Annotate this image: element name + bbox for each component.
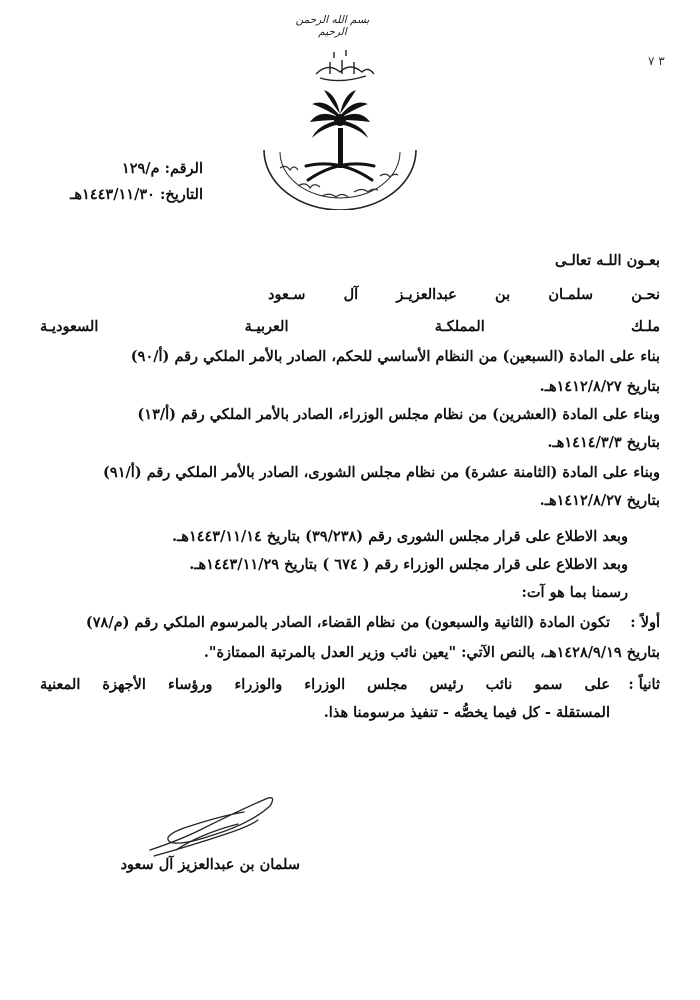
basmala: بسم الله الرحمن الرحيم (295, 14, 370, 38)
preamble-council-ministers-line1: وبناء على المادة (العشرين) من نظام مجلس الوزراء، الصادر بالأمر الملكي رقم (أ/١٣) (137, 406, 660, 423)
saudi-emblem-seal-icon (250, 40, 430, 210)
reference-date: التاريخ: ١٤٤٣/١١/٣٠هـ (70, 186, 203, 203)
preamble-basic-law-line1: بناء على المادة (السبعين) من النظام الأساسي للحكم، الصادر بالأمر الملكي رقم (أ/٩٠) (130, 348, 660, 365)
corner-mark: ٣ ٧ (648, 54, 665, 68)
preamble-basic-law-line2: بتاريخ ١٤١٢/٨/٢٧هـ. (539, 378, 660, 395)
king-title: نحـن سلمـان بن عبدالعزيـز آل سـعود (268, 286, 660, 303)
preamble-shura-line2: بتاريخ ١٤١٢/٨/٢٧هـ. (539, 492, 660, 509)
preamble-council-ministers-line2: بتاريخ ١٤١٤/٣/٣هـ. (547, 434, 660, 451)
review-cabinet-decision: وبعد الاطلاع على قرار مجلس الوزراء رقم ( ٦٧٤ ) بتاريخ ١٤٤٣/١١/٢٩هـ. (189, 556, 628, 573)
article-first-label: أولاً : (630, 614, 660, 631)
article-first-line2: بتاريخ ١٤٢٨/٩/١٩هـ، بالنص الآتي: "يعين نائب وزير العدل بالمرتبة الممتازة". (203, 644, 660, 661)
review-shura-decision: وبعد الاطلاع على قرار مجلس الشورى رقم (٣٩/٢٣٨) بتاريخ ١٤٤٣/١١/١٤هـ. (171, 528, 628, 545)
article-first-line1: تكون المادة (الثانية والسبعون) من نظام القضاء، الصادر بالمرسوم الملكي رقم (م/٧٨) (85, 614, 610, 631)
kingdom-title: ملـك المملكـة العربيـة السعوديـة (40, 318, 660, 335)
reference-number: الرقم: م/١٢٩ (121, 160, 203, 177)
article-second-line2: المستقلة - كل فيما يخصُّه - تنفيذ مرسومنا هذا. (323, 704, 610, 721)
article-second-label: ثانياً : (628, 676, 660, 693)
invocation: بعـون اللـه تعالـى (555, 252, 660, 269)
article-second-line1: على سمو نائب رئيس مجلس الوزراء والوزراء ورؤساء الأجهزة المعنية (40, 676, 610, 693)
preamble-shura-line1: وبناء على المادة (الثامنة عشرة) من نظام مجلس الشورى، الصادر بالأمر الملكي رقم (أ/٩١) (103, 464, 660, 481)
signatory-name: سلمان بن عبدالعزيز آل سعود (120, 856, 300, 873)
decree-statement: رسمنا بما هو آت: (521, 584, 628, 601)
